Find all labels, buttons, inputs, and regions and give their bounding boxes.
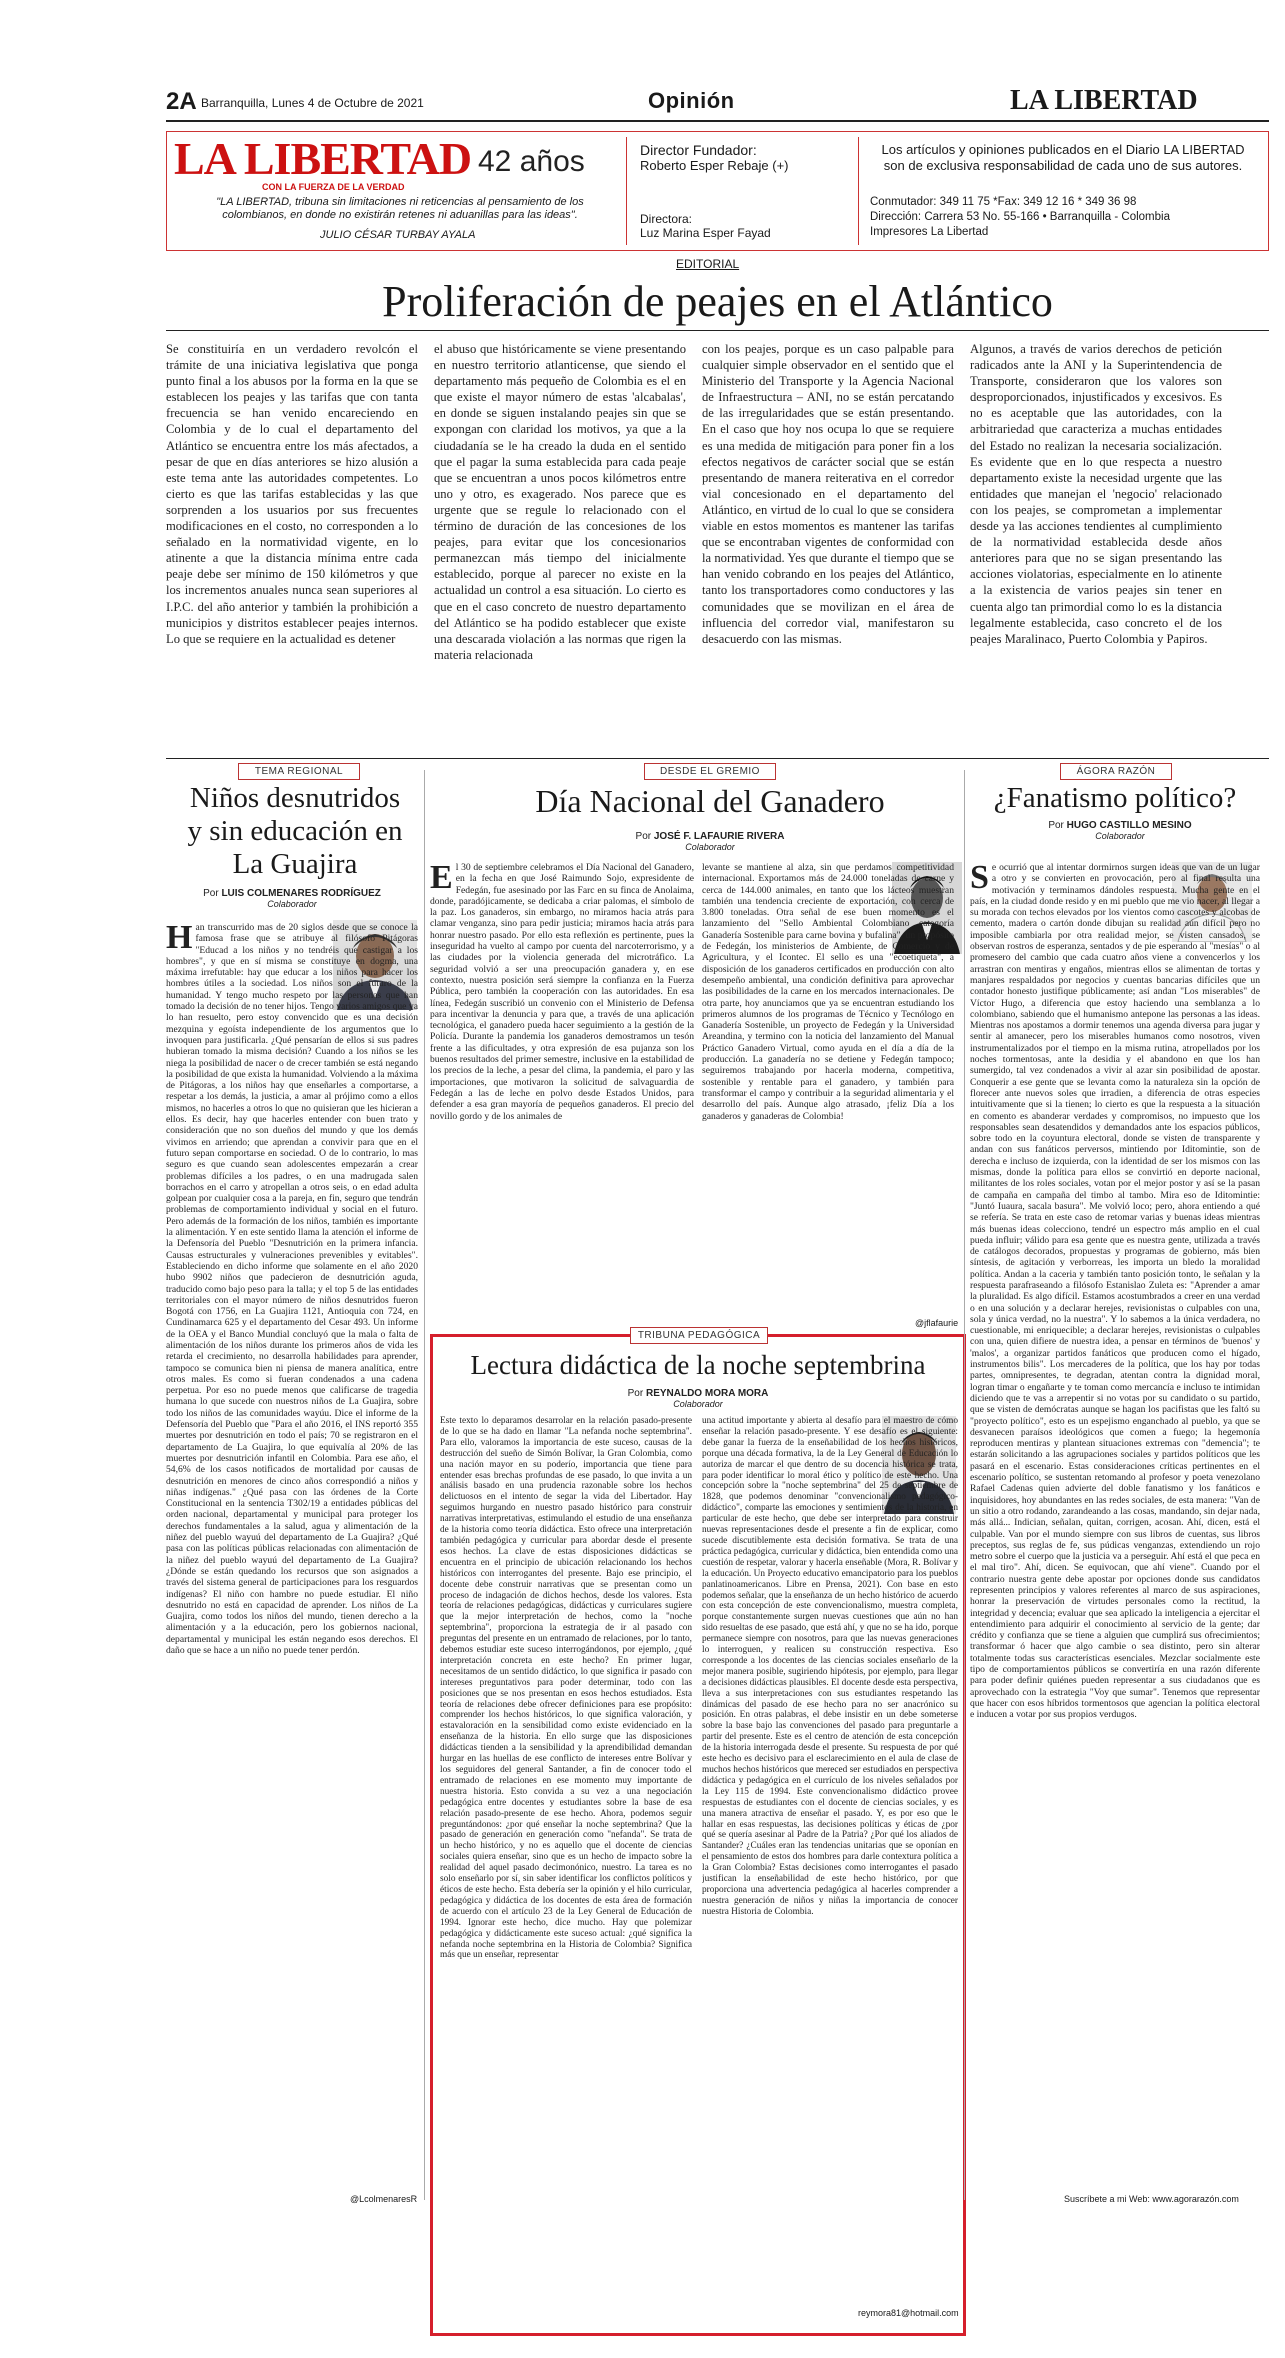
header-rule bbox=[166, 120, 1269, 122]
article-pedagogica-title: Lectura didáctica de la noche septembrina bbox=[470, 1350, 926, 1380]
section-tag-gremio: DESDE EL GREMIO bbox=[644, 763, 776, 780]
masthead-divider-1 bbox=[626, 137, 627, 245]
author-role: Colaborador bbox=[267, 899, 317, 909]
editorial-title: Proliferación de peajes en el Atlántico bbox=[382, 277, 1053, 326]
website-link[interactable]: Suscríbete a mi Web: www.agorarazón.com bbox=[1064, 2194, 1239, 2204]
editorial-title-rule bbox=[166, 330, 1269, 331]
section-tag-pedagogica: TRIBUNA PEDAGÓGICA bbox=[630, 1327, 768, 1344]
section-tag-agora: ÁGORA RAZÓN bbox=[1060, 763, 1172, 780]
section-title: Opinión bbox=[648, 88, 735, 113]
director-label: Directora: bbox=[640, 212, 693, 226]
years-badge: 42 años bbox=[478, 145, 585, 178]
editorial-label: EDITORIAL bbox=[676, 257, 740, 271]
director-name: Luz Marina Esper Fayad bbox=[640, 226, 771, 240]
article-left-body bbox=[166, 922, 418, 2192]
contact-address: Dirección: Carrera 53 No. 55-166 • Barranquilla - Colombia bbox=[870, 211, 1170, 223]
by-prefix: Por bbox=[635, 831, 652, 842]
article-text: l 30 de septiembre celebramos el Día Nacional del Ganadero, en la fecha en que José Raimundo Sojo, expresidente de Fedegán, fue asesinado por las Farc en su finca de Anolaima, donde, paradójicamente, se dedicaba a criar palomas, el símbolo de la paz. Los ganaderos, sin embargo, no miramos hacia atrás para clamar venganza, sino para pedir justicia; miramos hacia atrás para honrar nuestro pasado. Por ello esta reflexión es pertinente, pues la inseguridad ha vuelto al campo por cuenta del narcoterrorismo, y a las ciudades por la violencia generada del microtráfico. La seguridad volvió a ser una preocupación ganadera y, en ese contexto, nuestra posición será siempre la confianza en la Fuerza Pública, pero también la cooperación con las autoridades. En esa línea, Fedegán suscribió un convenio con el Ministerio de Defensa para incentivar la denuncia y para que, a través de una aplicación tecnológica, el ganadero pueda hacer seguimiento a la gestión de la Policía. Durante la pandemia los ganaderos demostramos un tesón frente a las dificultades, y otra expresión de esa pujanza son los buenos resultados del primer semestre, inclusive en la estabilidad de los precios de la leche, a pesar del clima, la pandemia, el paro y las importaciones, que motivaron la solicitud de salvaguardia de Fedegán a las de leche en polvo desde Estados Unidos, para defender a esa gran mayoría de pequeños ganaderos. El precio del novillo gordo y de los animales de bbox=[430, 862, 694, 1122]
column-rule bbox=[964, 770, 965, 2200]
contact-printer: Impresores La Libertad bbox=[870, 226, 989, 238]
author-role: Colaborador bbox=[673, 1399, 723, 1409]
logo-tagline: CON LA FUERZA DE LA VERDAD bbox=[262, 182, 405, 192]
article-center-col-2: levante se mantiene al alza, sin que perdamos competitividad internacional. Exportamos más de 24.000 toneladas de carne y cerca de 144.000 animales, en tanto que los lácteos muestran también una tendencia creciente de exportación, con cerca de 3.800 toneladas. Otra señal de ese buen momento es el lanzamiento del "Sello Ambiental Colombiano categoría Ganadería Sostenible para carne bovina y bufalina", un propósito de Fedegán, los ministerios de Ambiente, de Comercio y de Agricultura, y el Icontec. El sello es una "ecoetiqueta", a disposición de los ganaderos certificados en producción con alto desempeño ambiental, una condición definitiva para aprovechar las posibilidades de la carne en los mercados internacionales. De otra parte, hoy anunciamos que ya se encuentran estudiando los primeros alumnos de los programas de Técnico y Tecnólogo en Ganadería Sostenible, un proyecto de Fedegán y la Universidad Areandina, y termino con la noticia del lanzamiento del Manual Práctico Ganadero Virtual, como ayuda en el día a día de la producción. La ganadería no se detiene y Fedegán tampoco; seguiremos trabajando por hacerla moderna, competitiva, sostenible y rentable para el ganadero, y también para transformar el campo y contribuir a la seguridad alimentaria y el desarrollo del país. Aunque algo atrasado, ¡feliz Día a los ganaderos y ganaderas de Colombia! bbox=[702, 862, 954, 1122]
author-name: HUGO CASTILLO MESINO bbox=[1066, 820, 1192, 831]
editorial-bottom-rule bbox=[166, 758, 1269, 759]
dropcap: E bbox=[430, 862, 453, 896]
quote-author: JULIO CÉSAR TURBAY AYALA bbox=[320, 229, 476, 241]
founder-name: Roberto Esper Rebaje (+) bbox=[640, 158, 789, 173]
article-right-body bbox=[970, 862, 1260, 2187]
author-handle: @LcolmenaresR bbox=[350, 2194, 418, 2204]
disclaimer: Los artículos y opiniones publicados en el Diario LA LIBERTAD son de exclusiva responsabilidad de cada uno de sus autores. bbox=[881, 142, 1245, 173]
article-pedagogica-col-2: una actitud importante y abierta al desafío para el maestro de cómo enseñar la relación pasado-presente. Y ese desafío es el siguiente: debe ganar la fuerza de la enseñabilidad de los hechos históricos, porque una década formativa, la de la Ley General de Educación lo autoriza de marcar el que dentro de su docencia histórica se trata, para poder identificar lo moral ético y político de este hecho. Una concepción sobre la "noche septembrina" del 25 de septiembre de 1828, que podemos denominar "convencionalismo pedagógico-didáctico", comparte las emociones y sentimientos de la historia, en particular de este hecho, que debe ser interpretado para construir nuevas representaciones desde el presente a fin de explicar, como sucede discutiblemente esta decisión formativa. Se trata de una práctica pedagógica, curricular y didáctica, bien entendida como una cuestión de respetar, valorar y hacerla enseñable (Mora, R. Bolívar y la educación. Un Proyecto educativo emancipatorio para los pueblos panlatinoamericanos. Libre en Prensa, 2021). Con base en esto podemos señalar, que la enseñanza de un hecho histórico de acuerdo con esta concepción de este convencionalismo, muestra completa, porque constantemente surgen nuevas cuestiones que aún no han sido resueltas de ese pasado, que está ahí, y que no se ha ido, porque permanece siempre con nosotros, para que las nuevas generaciones lo interroguen, y realicen su construcción respectiva. Eso corresponde a los docentes de las ciencias sociales enseñarlo de la mejor manera posible, sugiriendo hipótesis, por ejemplo, para llegar a decisiones didácticas plausibles. El docente desde esta perspectiva, lleva a sus interpretaciones con sus estudiantes respetando las dinámicas del pasado de ese hecho para no ser anacrónico su posición. En otras palabras, el debe insistir en un debe someterse sobre la base bajo las convenciones del pasado para preguntarle a partir del presente. Este es el centro de atención de esta concepción de la historia interrogada desde el presente. Su respuesta de por qué este hecho es decisivo para el esclarecimiento en el aula de clase de muchos hechos históricos que mereced ser estudiados en perspectiva didáctica y pedagógica en el currículo de los niveles señalados por la Ley 115 de 1994. Este convencionalismo didáctico provee respuestas de estudiantes con el docente de ciencias sociales, y es una manera atractiva de enseñar el pasado. Y, es por eso que le hallar en esas respuestas, las decisiones políticas y éticas de ¿por qué se quería asesinar al Padre de la Patria? ¿Por qué los aliados de Santander? ¿Cuáles eran las tendencias unitarias que se oponían en el pensamiento de estos dos hombres para darle contextura política a la Gran Colombia? Estas decisiones como interrogantes el pasado justifican la enseñabilidad de este hecho histórico, por que proporciona una advertencia pedagógica al hacerles comprender a nuestra generación de niños y niñas la importancia de conocer nuestra Historia de Colombia. bbox=[702, 1416, 958, 1917]
contact-phones: Conmutador: 349 11 75 *Fax: 349 12 16 * 349 36 98 bbox=[870, 196, 1137, 208]
author-handle: @jflafaurie bbox=[915, 1318, 959, 1328]
masthead-divider-2 bbox=[858, 137, 859, 245]
author-name: LUIS COLMENARES RODRÍGUEZ bbox=[221, 888, 381, 899]
dropcap: S bbox=[970, 862, 989, 896]
dateline: Barranquilla, Lunes 4 de Octubre de 2021 bbox=[201, 96, 424, 110]
dropcap: H bbox=[166, 922, 193, 956]
masthead-quote: "LA LIBERTAD, tribuna sin limitaciones ni reticencias al pensamiento de los colombianos, en donde no existirán retenes ni aduanillas para las ideas". bbox=[216, 196, 584, 221]
editorial-col-4: Algunos, a través de varios derechos de petición radicados ante la ANI y la Superintendencia de Transporte, consideraron que los valores son desproporcionados, injustificados y excesivos. Es no es aceptable que las autoridades, con la arbitrariedad que caracteriza a muchas entidades del Estado no realizan la necesaria socialización. Es evidente que en lo que respecta a nuestro departamento existe la necesidad urgente que las entidades que manejan el 'negocio' relacionado con los peajes, se comprometan a implementar desde ya las acciones tendientes al cumplimiento de la normatividad establecida desde años anteriores para que no se sigan presentando las acciones violatorias, especialmente en lo atinente a la existencia de varios peajes sin tener en cuenta algo tan primordial como lo es la distancia legalmente establecida, caso concreto el de los peajes Maralinaco, Puerto Colombia y Papiros. bbox=[970, 342, 1222, 646]
article-text: e ocurrió que al intentar dormirnos surgen ideas que van de un lugar a otro y se convierten en provocación, pero al final resulta una motivación y terminamos dándoles respuesta. Mucha gente en el país, en la ciudad donde resido y en mi pueblo que me vio nacer, al llegar a su morada con techos elevados por los vientos como cascotes y alcobas de cemento, madera o cartón donde dibujan su realidad aún difícil pero no imposible cambiarla por otra realidad mejor, se visten cansados, se observan rostros de esperanza, sentados y de pie esperando al "mesías" o al promesero del cambio que cada cuatro años viene a convencerlos y los arrastran con mentiras y engaños, mientras ellos se alimentan de tortas y manjares respaldados por negocios y cuentas bancarias difíciles que un contador honesto justifique públicamente; así andan "Los miserables" de Víctor Hugo, a diferencia que estoy haciendo una semblanza a lo colombiano, sabiendo que el humanismo antepone las personas a las ideas. Mientras nos apostamos a dormir tenemos una agenda diversa para jugar y sentir al amanecer, pero los miserables humanos como nosotros, viven instrumentalizados por el tiempo en la misma rutina, atropellados por los noches tormentosas, ante la desidia y el abandono en que los han sumergido, tal vez condenados a vivir al azar sin posibilidad de apostar. Conquerir a ese gente que se levanta como la naturaleza sin la opción de florecer ante nuevos soles que irradien, a diferencia de otras especies intuitivamente que si la tienen; lo cierto es que la respuesta a la situación en comento es abanderar verdades y compromisos, no impuesto que los responsables sean desatendidos y demandados ante los espacios públicos, sobre todo en la coyuntura electoral, donde se visten de transparente y andan con sus fanáticos perversos, mintiendo por Iditomintie, son de derecha e incluso de izquierda, con la identidad de ser los mismos con las mismas, donde la política para ellos se convirtió en deporte nacional, militantes de los roles sociales, votan por el mejor postor y así se la pasan de campaña en campaña del timbo al tambo. Mira eso de Iditomintie: "Juntó Iuaura, sacala basura". Me volvió loco; pero, ahora entiendo a qué se refería. Se trata en este caso de retomar varias y buenas ideas mientras más buenas ideas colecciono, tendré un espectro más amplio en el cual pueda influir; válido para esa gente que es nuestra gente, utilizada a través de catálogos decorados, propuestas y programas de gobierno, más bien síntesis, de agitación y verborreas, les importa un bledo la moralidad política. Andan a la caceria y también tanto posición tonto, le señalan y la respuesta parafraseando a filósofo Estanislao Zuleta es: "Aprender a amar la pluralidad. Es algo difícil. Estamos acostumbrados a creer en una verdad o en una solución y a declarar herejes, revisionistas o culpables con una, sola y única verdad, no la nuestra". Y lo sabemos a la única verdadera, no cuestionable, mi enriquecible; a declarar herejes, revisionistas o culpables con una, quien difiere de nuestra idea, a pensar en términos de 'buenos' y 'malos', a organizar partidos fanáticos que producen como el hígado, instrumentos bilis". Los mercaderes de la política, que los hay por todas partes, omnipresentes, te degradan, atentan contra la dignidad moral, logran timar o engañarte y te toman como mercancía e incluso te intimidan diciendo que te vas a arrepentir si no votas por su candidato o su partido, que se visten de demócratas aunque se hagan los pacifistas que les faltó su "proyecto político", esto es un espejismo enganchado al pueblo, ya que se desvanecen paraísos ideológicos que comen a fuego; la hegemonía reproducen mentiras y plantean situaciones extremas con "demencia"; te estarán solicitando a las agrupaciones sociales y partidos políticos que les pasará en el escenario. Estas consideraciones críticas pertinentes en el escenario político, se sustentan retomando al profesor y poeta venezolano Rafael Cadenas quien advierte del doble fanatismo y los fanáticos e inquisidores, hoy abundantes en las redes sociales, de esta manera: "Van de un sitio a otro rodando, zarandeando a las cosas, mandando, sin dejar nada, más allá... Indician, señalan, quitan, corrigen, acosan. Ahí, dicen, está el culpable. Van por el mundo siempre con sus libros de cuentas, sus libros preceptos, sus reglas de fe, sus púdicas venganzas, extendiendo un rojo metro sobre el cuerpo que la justicia va a perseguir. Ahí está el que peca en el mal tiro". Ahí, dicen. Se equivocan, que ahí viene". Cuando por el contrario nuestra gente debe apostar por opciones donde sus candidatos representen principios y valores referentes al marco de sus aspiraciones, honrar la preservación de virtudes personales como la rectitud, la integridad y decencia; evaluar que sea aplicado la inteligencia a ejercitar el entendimiento para adquirir el conocimiento al servicio de la gente; dar crédito y confianza que se tiene a alguien que cumplirá sus ofrecimientos; transformar ó hacer que algo cambie o sea distinto, pero sin alterar totalmente todas sus características esenciales. Mezclar socialmente este tipo de comportamientos públicos se convertiría en una razón diferente para poder definir quiénes pueden representar a sus ciudadanos que es aprovechado con la estrategia "Voy que sumar". Tenemos que representar que hacer con esos híbridos tormentosos que agencian la política electoral e inducen a votar por sus propios verdugos. bbox=[970, 862, 1260, 1721]
editorial-col-2: el abuso que históricamente se viene presentando en nuestro territorio atlanticense, que siendo el departamento más pequeño de Colombia es el en que existe el mayor número de estas 'alcabalas', en donde se siguen instalando peajes sin que se expongan con claridad los motivos, ya que a la ciudadanía se le ha creado la duda en el sentido que el pagar la suma establecida para cada peaje que se encuentran a unos pocos kilómetros entre uno y otro, es exagerado. Nos parece que es urgente que se regule lo relacionado con el término de duración de las concesiones de los peajes, para evitar que los concesionarios permanezcan más tiempo del inicialmente establecido, porque al parecer no existe en la actualidad un control a esa situación. Lo cierto es que en el caso concreto de nuestro departamento del Atlántico se ha podido establecer que existe una descarada violación a las normas que rigen la materia relacionada bbox=[434, 342, 686, 662]
author-role: Colaborador bbox=[1095, 831, 1145, 841]
article-right-title: ¿Fanatismo político? bbox=[993, 782, 1237, 814]
editorial-col-1: Se constituiría en un verdadero revolcón el trámite de una iniciativa legislativa que ponga punto final a los abusos por la forma en la que se establecen los peajes y las tarifas que con tanta frecuencia se han venido encareciendo en Colombia y de lo cual el departamento del Atlántico se encuentra entre los más afectados, a pesar de que en días anteriores se hizo alusión a este tema ante las autoridades competentes. Lo cierto es que las tarifas establecidas y las que sorprenden a los usuarios por sus frecuentes modificaciones en el costo, no corresponden a lo señalado en la normatividad vigente, en lo atinente a que la distancia mínima entre cada peaje debe ser mínimo de 150 kilómetros y que los incrementos anuales nunca sean superiores al I.P.C. del año anterior y también la prohibición a municipios y distritos establecer peajes internos. Lo que se requiere en la actualidad es detener bbox=[166, 342, 418, 646]
article-center-col-1 bbox=[430, 862, 694, 1327]
founder-label: Director Fundador: bbox=[640, 142, 757, 158]
paper-name: LA LIBERTAD bbox=[1010, 85, 1198, 116]
article-pedagogica-byline bbox=[436, 1388, 960, 1409]
by-prefix: Por bbox=[627, 1388, 644, 1399]
page-number: 2A bbox=[166, 88, 197, 115]
article-center-byline bbox=[430, 831, 990, 852]
author-email: reymora81@hotmail.com bbox=[858, 2308, 959, 2318]
author-role: Colaborador bbox=[685, 842, 735, 852]
article-text: an transcurrido mas de 20 siglos desde que se conoce la famosa frase que se atribuye al filósofo Pitágoras "Educad a los niños y no tendréis que castigar a los hombres", y que en sí misma se constituye en dogma, una máxima irrefutable: hay que educar a los niños para hacer los hombres útiles a la sociedad. Los niños son el futuro de la humanidad. Y tengo mucho respeto por las personas que han tomado la decisión de no tener hijos. Tengo varios amigos que ya lo han resuelto, pero estoy convencido que es una decisión mezquina y egoísta independiente de los argumentos que lo invoquen para justificarla. ¿Qué pensarían de ellos si sus padres hubieran tomado la misma decisión? Cuando a los niños se les niega la posibilidad de nacer o de crecer también se está negando la posibilidad de que exista la humanidad. Volviendo a la máxima de Pitágoras, a los niños hay que enseñarles a comportarse, a respetar a los demás, la justicia, a amar al prójimo como a ellos mismos, no hacerles a otros lo que no quisieran que les hicieran a ellos. Es decir, hay que hacerles entender con buen trato y consideración que no son dueños del mundo y que los demás vivimos en arriendo; que aprendan a convivir para que en el futuro sepan comportarse en sociedad. O de lo contrario, lo mas seguro es que cuando sean adolescentes empezarán a crear problemas difíciles a los padres, o en una madrugada salen borrachos en el carro y atropellan a otros seis, o en edad adulta golpean por cualquier cosa a la pareja, en fin, seguro que tendrán problemas de comportamiento individual y social en el futuro. Pero además de la formación de los niños, también es importante la alimentación. Y en este sentido llama la atención el informe de la Defensoría del Pueblo "Desnutrición en la primera infancia. Causas estructurales y vulneraciones prevenibles y evitables". Estableciendo en dicho informe que solamente en el año 2020 hubo 9902 niños que padecieron de desnutrición aguda, traducido como bajo peso para la talla; y el top 5 de las entidades territoriales con el mayor número de niños desnutridos fueron Bogotá con 1756, en La Guajira 1121, Antioquia con 724, en Cundinamarca 625 y el departamento del Cesar 493. Un informe de la OEA y el Banco Mundial concluyó que la mala o falta de alimentación de los niños durante los primeros años de vida les retarda el crecimiento, no desarrolla habilidades para aprender, tampoco se comunica bien ni piensa de manera analítica, entre otros males. Es como si fueran condenados a una cadena perpetua. Por eso no puede menos que calificarse de tragedia humana lo que sucede con nuestros niños de La Guajira, sobre todo los niños de las comunidades wayúu. Dice el informe de la Defensoría del Pueblo que "Para el año 2016, el INS reportó 355 muertes por desnutrición en todo el país; 70 se registraron en el departamento de La Guajira, lo que equivalía al 20% de las muertes por desnutrición infantil en Colombia. Para ese año, el 54,6% de los casos notificados de mortalidad por causas de desnutrición en menores de cinco años correspondió a niños y niñas indígenas." ¿Qué pasa con las órdenes de la Corte Constitucional en la sentencia T302/19 a entidades públicas del orden nacional, departamental y municipal para proteger los derechos fundamentales a la salud, agua y alimentación de la niñez del pueblo wayuú del departamento de La Guajira? ¿Qué pasa con las políticas públicas relacionadas con alimentación de la niñez del pueblo wayuú del departamento de La Guajira? ¿Dónde se están quedando los recursos que son asignados a través del sistema general de participaciones para los resguardos indígenas? El niño con hambre no puede estudiar. El niño desnutrido no está en capacidad de aprender. Los niños de La Guajira, como todos los niños del mundo, tienen derecho a la alimentación y a la educación, pero los gobiernos nacional, departamental y municipal les están negando esos derechos. El daño que se hace a un niño no puede tener perdón. bbox=[166, 922, 418, 1656]
by-prefix: Por bbox=[1048, 820, 1064, 831]
article-pedagogica-col-1: Este texto lo deparamos desarrolar en la relación pasado-presente de lo que se ha dado en llamar "La nefanda noche septembrina". Para ello, valoramos la importancia de este suceso, causas de la destrucción del sueño de Simón Bolívar, la Gran Colombia, como una nación mayor en su poderío, importancia que tiene para entender esas brechas profundas de ese pasado, lo que invita a un análisis basado en una prudencia razonable sobre los hechos delictuosos en el intento de segar la vida del Libertador. Hay seguimos hurgando en nuestro pasado histórico para construir narrativas interpretativas, estimulando el estudio de una enseñanza de la historia como teoría didáctica. Esto ofrece una interpretación también pedagógica y curricular para abordar desde el presente esos hechos. La clave de estas disposiciones didácticas se encuentra en el principio de ubicación relacionando los hechos históricos con interrogantes del presente. Bajo ese principio, el docente debe construir narrativas que se presentan como un proceso de indagación de dichos hechos, desde los valores. Esta teoría de relaciones pedagógicas, didácticas y curriculares sugiere que la mejor interpretación de hechos, como la "noche septembrina", proporciona la estrategia de ir al pasado con preguntas del presente en un entramado de relaciones, por lo tanto, debemos estudiar este suceso interrogándonos, por ejemplo, ¿qué interpretación concreta en este hecho? En primer lugar, necesitamos de un sentido didáctico, lo que significa ir pasado con intereses preguntativos para poder determinar, todo con las posiciones que se nos presentan en esos hechos estudiados. Esta teoría de relaciones debe ofrecer definiciones para ese propósito: comprender los hechos históricos, lo que significa valoración, y estavaloración en la sensibilidad como existe evidenciado en la enseñanza de la historia. En ello surge que las disposiciones didácticas tienden a la sensibilidad y la aprendibilidad demandan hurgar en las huellas de ese conflicto de intereses entre Bolívar y los seguidores del general Santander, a fin de conocer todo el entramado de relaciones en ese momento muy importante de nuestra historia. Esto convida a su vez a una negociación pedagógica entre docentes y estudiantes sobre la base de esa relación pasado-presente de ese hecho. Ahora, podemos seguir preguntándonos: ¿por qué enseñar la noche septembrina? Que la pasado de generación en generación como "nefanda". Se trata de un hecho histórico, y no es aquello que el docente de ciencias sociales quiera enseñar, sino que es un hecho de impacto sobre la realidad del aquel pasado decimonónico, nuestro. La tarea es no solo enseñarlo por sí, sin saber identificar los conflictos políticos y éticos de este hecho. Esta debería ser la opinión y el hilo curricular, pedagógica y didáctica de los docentes de esta área de formación de acuerdo con el artículo 23 de la Ley General de Educación de 1994. Ignorar este hecho, dice mucho. Hay que polemizar pedagógica y didácticamente este suceso actual: ¿qué significa la nefanda noche septembrina en la Historia de Colombia? Significa más que un enseñar, representar bbox=[440, 1416, 692, 1961]
author-name: REYNALDO MORA MORA bbox=[645, 1388, 769, 1399]
logo: LA LIBERTAD bbox=[174, 133, 472, 184]
article-center-title: Día Nacional del Ganadero bbox=[535, 783, 885, 819]
article-left-title: Niños desnutridos y sin educación en La Guajira bbox=[187, 782, 403, 880]
editorial-col-3: con los peajes, porque es un caso palpable para cualquier simple observador en el sentido que el Ministerio del Transporte y la Agencia Nacional de Infraestructura – ANI, no se están percatando de las irregularidades que se están presentando. En el caso que hoy nos ocupa lo que se requiere es una medida de mitigación para poner fin a los efectos negativos de carácter social que se están presentando de manera reiterativa en el corredor vial concesionado en el departamento del Atlántico, en virtud de lo cual lo que se considera viable en estos momentos es mantener las tarifas que se encontraban vigentes de conformidad con la normatividad. Yes que durante el tiempo que se han venido cobrando en los peajes del Atlántico, tanto los transportadores como conductores y las comunidades que se movilizan en el área de influencia del corredor vial, manifestaron su desacuerdo con las mismas. bbox=[702, 342, 954, 646]
by-prefix: Por bbox=[203, 888, 219, 899]
article-left-byline bbox=[166, 888, 418, 909]
article-right-byline bbox=[980, 820, 1260, 841]
author-name: JOSÉ F. LAFAURIE RIVERA bbox=[653, 831, 785, 842]
column-rule bbox=[424, 770, 425, 2200]
section-tag-regional: TEMA REGIONAL bbox=[238, 763, 360, 780]
